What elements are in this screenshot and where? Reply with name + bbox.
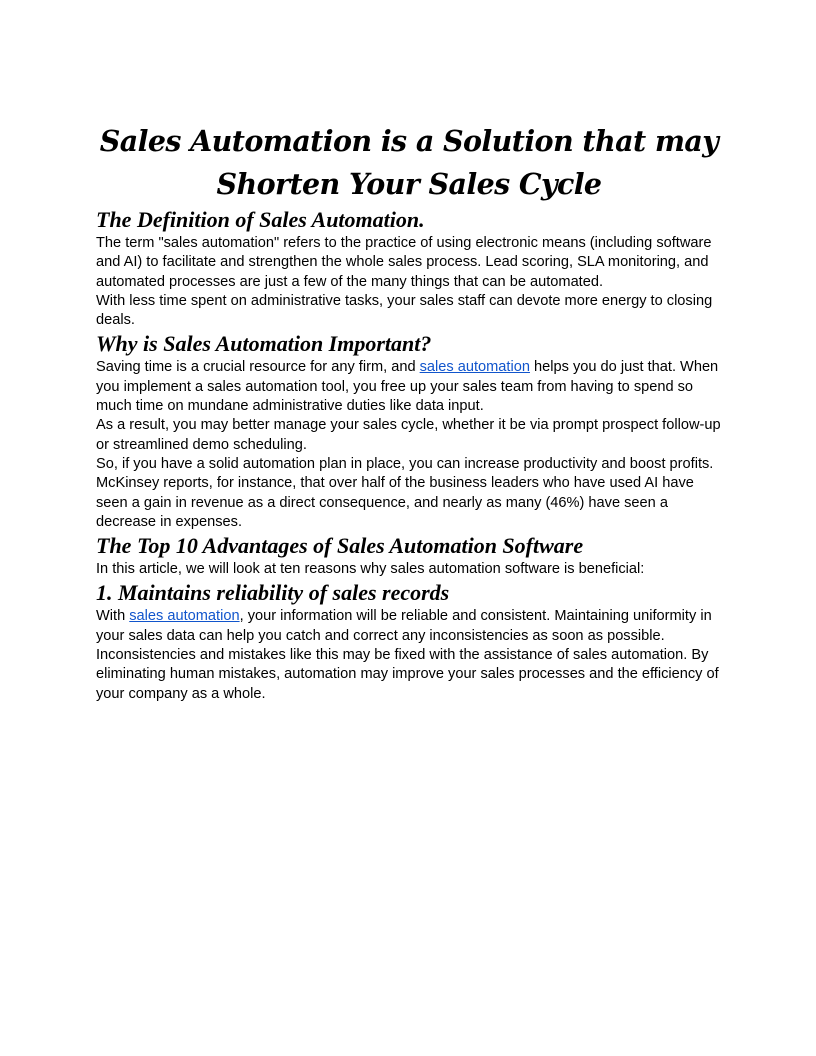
paragraph-reliability: [96, 607, 722, 703]
paragraph-top-advantages: In this article, we will look at ten reasons why sales automation software is beneficial:: [96, 561, 645, 578]
paragraph-why-1: [96, 358, 722, 416]
heading-definition: The Definition of Sales Automation.: [96, 207, 425, 232]
sales-automation-link[interactable]: sales automation: [419, 359, 530, 376]
paragraph-reliability-text-a: With: [96, 608, 130, 625]
heading-top-advantages: The Top 10 Advantages of Sales Automation Software: [96, 533, 584, 559]
paragraph-why-1-text-a: Saving time is a crucial resource for any firm, and: [96, 359, 420, 376]
paragraph-definition-1: The term "sales automation" refers to the practice of using electronic means (including software and AI) to facilitate and strengthen the whole sales process. Lead scoring, SLA monitoring, and automated processes are just a few of the many things that can be automated.: [96, 235, 712, 290]
sales-automation-link-2[interactable]: sales automation: [129, 608, 240, 625]
document-title: Sales Automation is a Solution that may Shorten Your Sales Cycle: [99, 124, 719, 201]
paragraph-definition-2: With less time spent on administrative tasks, your sales staff can devote more energy to closing deals.: [96, 292, 713, 329]
paragraph-reliability-text-b: , your information will be reliable and consistent. Maintaining uniformity in your sales data can help you catch and correct any inconsistencies as soon as possible. Inconsistencies and mistakes like this may be fixed with the assistance of sales automation. By eliminating human mistakes, automation may improve your sales processes and the efficiency of your company as a whole.: [96, 608, 719, 702]
paragraph-why-3: So, if you have a solid automation plan in place, you can increase productivity and boost profits. McKinsey reports, for instance, that over half of the business leaders who have used AI have seen a gain in revenue as a direct consequence, and nearly as many (46%) have seen a decrease in expenses.: [96, 455, 714, 530]
heading-why-important: Why is Sales Automation Important?: [96, 331, 432, 357]
heading-maintains-reliability: 1. Maintains reliability of sales records: [96, 580, 450, 606]
paragraph-why-1-text-b: helps you do just that. When you implement a sales automation tool, you free up your sales team from having to spend so much time on mundane administrative duties like data input.: [96, 359, 719, 415]
paragraph-why-2: As a result, you may better manage your sales cycle, whether it be via prompt prospect follow-up or streamlined demo scheduling.: [96, 417, 721, 453]
document-body: [96, 120, 722, 704]
